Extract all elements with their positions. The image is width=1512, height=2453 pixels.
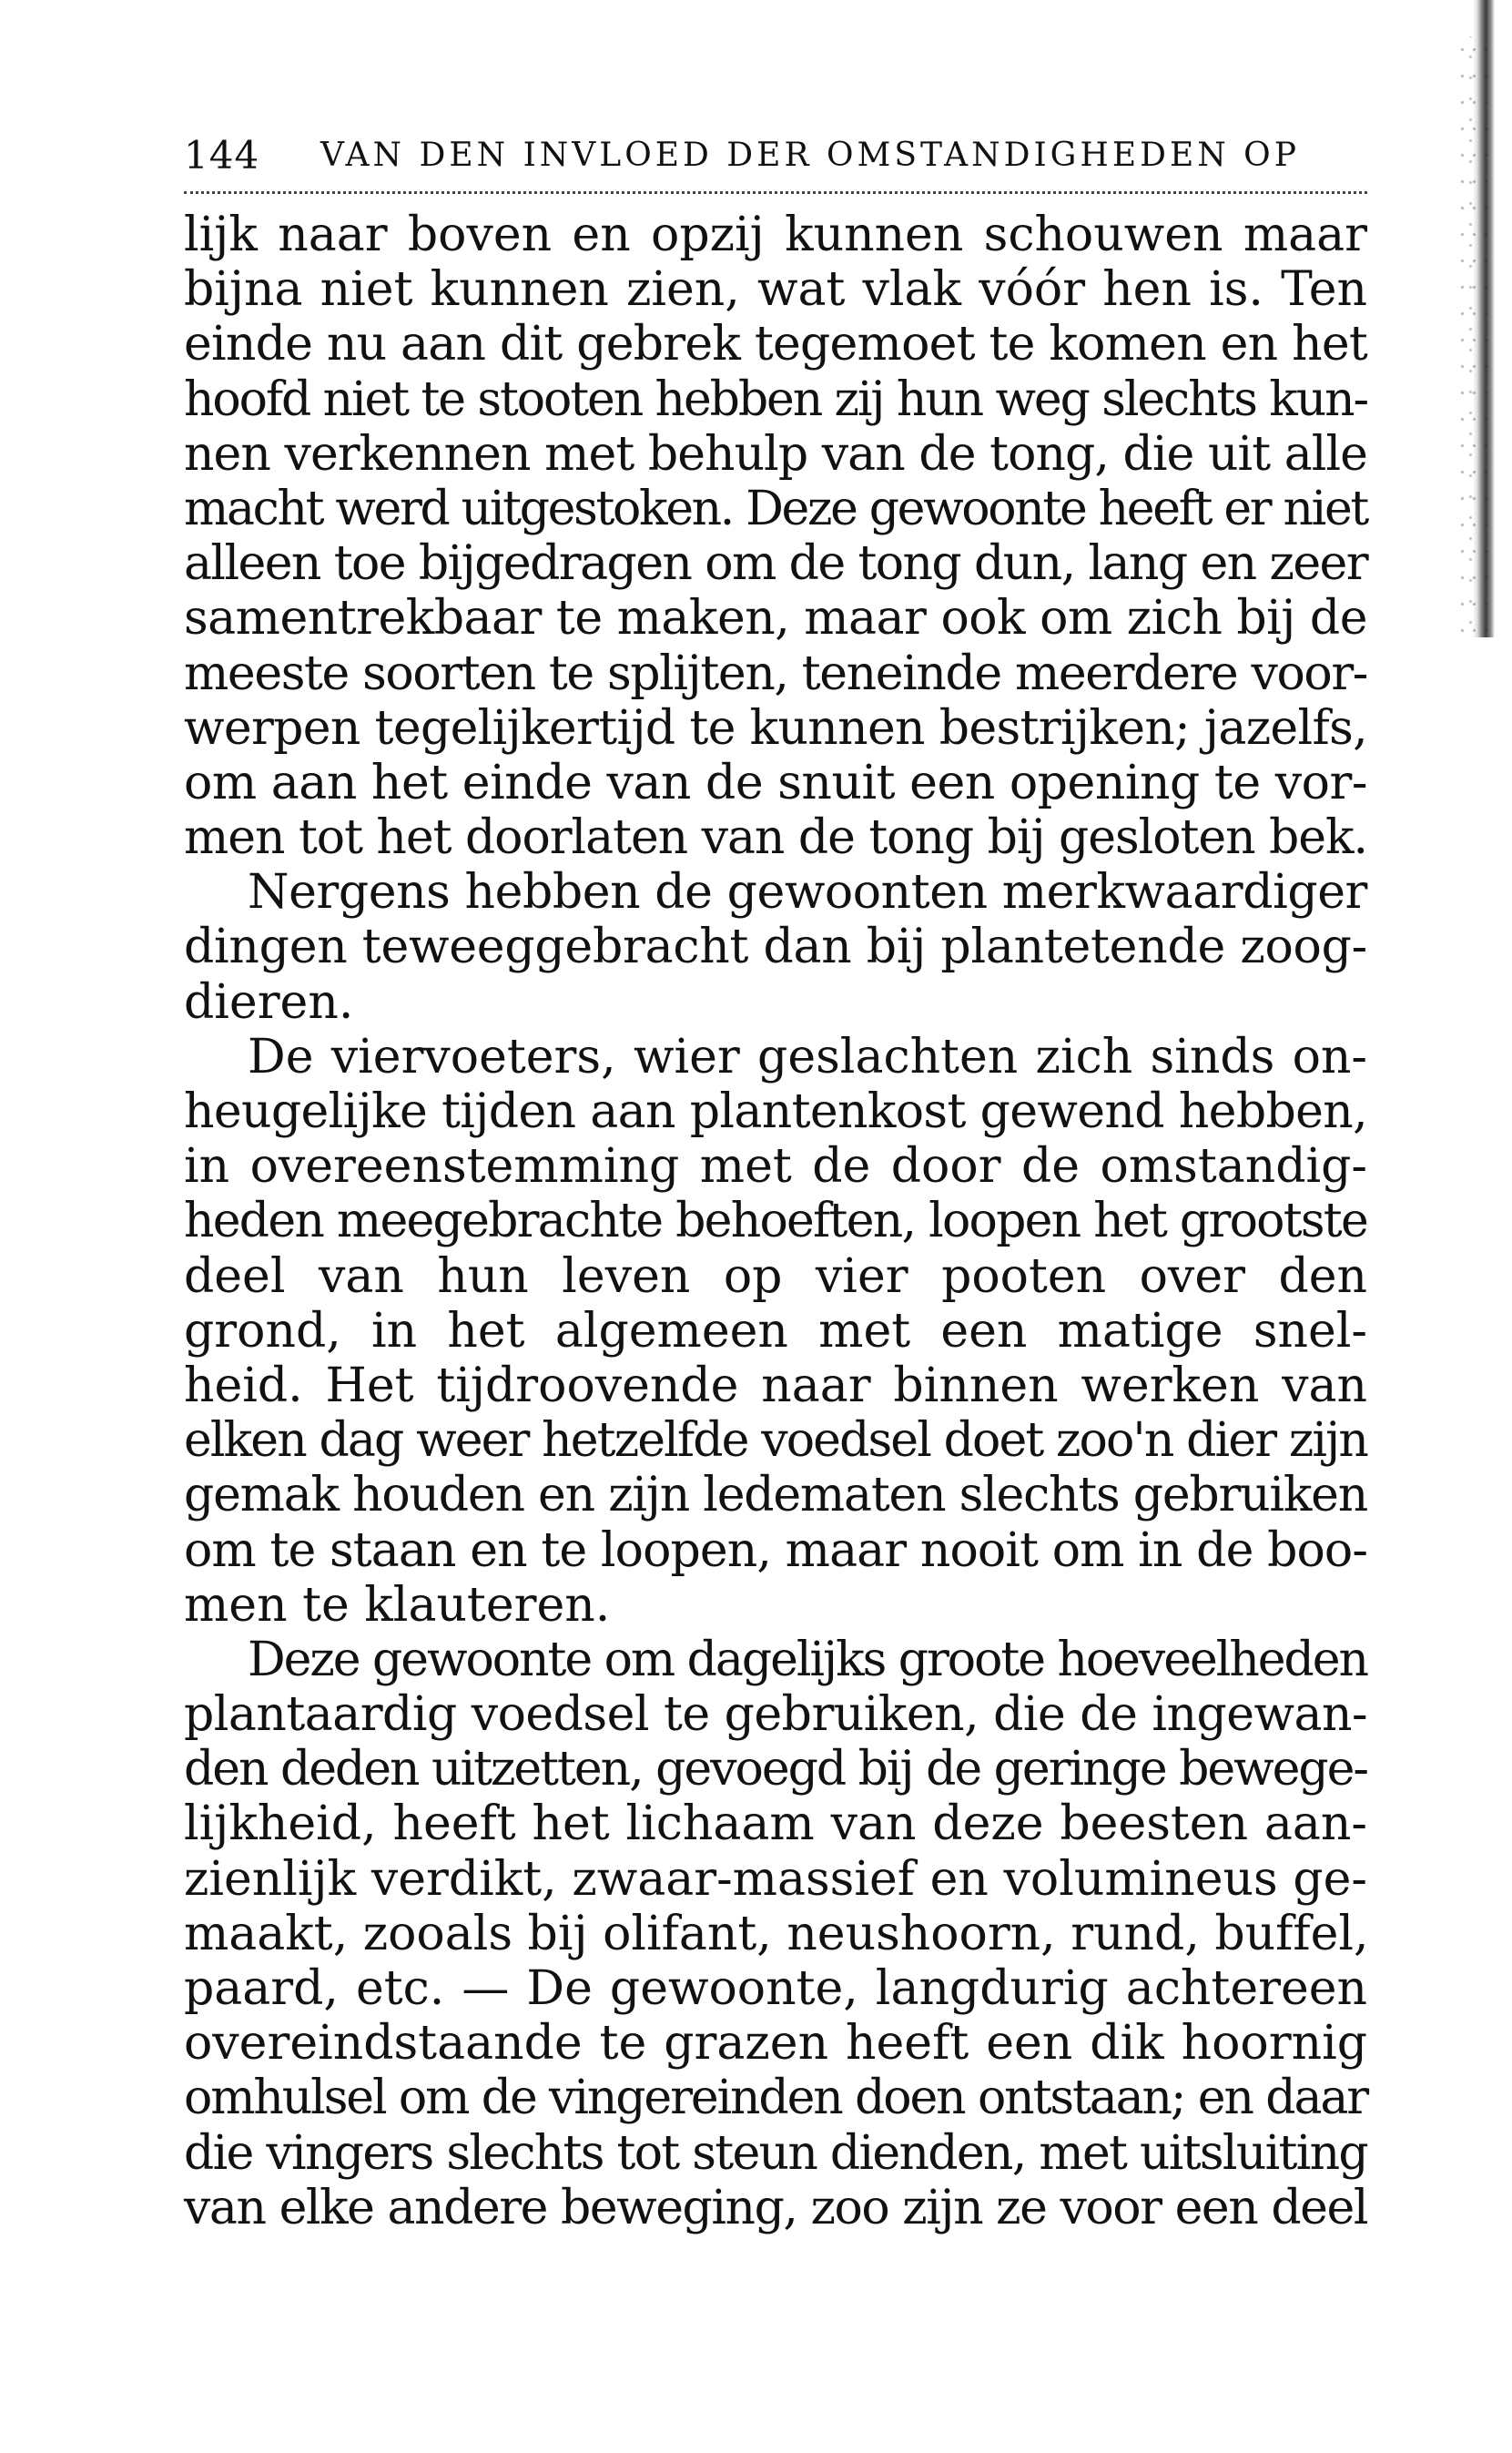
text-line: die vingers slechts tot steun dienden, met uitsluiting: [184, 2125, 1368, 2181]
text-line: Deze gewoonte om dagelijks groote hoeveelheden: [248, 1632, 1367, 1687]
text-line: lijk naar boven en opzij kunnen schouwen maar: [184, 208, 1367, 262]
text-line: overeindstaande te grazen heeft een dik hoornig: [184, 2016, 1367, 2071]
text-line: bijna niet kunnen zien, wat vlak vóór hen is. Ten: [184, 262, 1367, 318]
text-line: hoofd niet te stooten hebben zij hun weg slechts kun-: [184, 372, 1367, 427]
text-line: samentrekbaar te maken, maar ook om zich bij de: [184, 591, 1367, 646]
text-line: heden meegebrachte behoeften, loopen het grootste: [184, 1194, 1367, 1249]
text-line: dieren.: [184, 974, 354, 1030]
page-header: [184, 133, 1367, 194]
text-line: men te klauteren.: [184, 1577, 611, 1633]
text-line: Nergens hebben de gewoonten merkwaardiger: [248, 865, 1367, 921]
text-line: einde nu aan dit gebrek tegemoet te komen en het: [184, 317, 1367, 372]
text-line: omhulsel om de vingereinden doen ontstaan; en daar: [184, 2071, 1367, 2126]
text-line: De viervoeters, wier geslachten zich sinds on-: [248, 1029, 1367, 1084]
text-line: heid. Het tijdroovende naar binnen werken van: [184, 1358, 1367, 1413]
text-line: lijkheid, heeft het lichaam van deze beesten aan-: [184, 1796, 1367, 1852]
text-line: paard, etc. — De gewoonte, langdurig achtereen: [184, 1961, 1367, 2016]
text-line: dingen teweeggebracht dan bij plantetende zoog-: [184, 920, 1367, 975]
text-line: maakt, zooals bij olifant, neushoorn, rund, buffel,: [184, 1906, 1369, 1961]
text-line: alleen toe bijgedragen om de tong dun, lang en zeer: [184, 536, 1367, 592]
text-line: zienlijk verdikt, zwaar-massief en volumineus ge-: [184, 1851, 1367, 1907]
text-line: om te staan en te loopen, maar nooit om in de boo-: [184, 1522, 1367, 1578]
text-line: nen verkennen met behulp van de tong, die uit alle: [184, 426, 1367, 482]
text-line: om aan het einde van de snuit een opening te vor-: [184, 755, 1367, 810]
page-number: 144: [184, 133, 260, 178]
text-line: macht werd uitgestoken. Deze gewoonte heeft er niet: [184, 481, 1367, 536]
text-line: men tot het doorlaten van de tong bij gesloten bek.: [184, 810, 1367, 866]
scan-specks: [1456, 36, 1493, 637]
text-line: meeste soorten te splijten, teneinde meerdere voor-: [184, 646, 1367, 701]
body-text: [184, 208, 1367, 2235]
text-line: in overeenstemming met de door de omstandig-: [184, 1139, 1367, 1195]
text-line: elken dag weer hetzelfde voedsel doet zoo'n dier zijn: [184, 1413, 1367, 1469]
text-line: grond, in het algemeen met een matige snel-: [184, 1303, 1367, 1359]
text-line: den deden uitzetten, gevoegd bij de geringe bewege-: [184, 1742, 1367, 1797]
text-line: plantaardig voedsel te gebruiken, die de ingewan-: [184, 1687, 1368, 1743]
text-line: deel van hun leven op vier pooten over den: [184, 1248, 1367, 1304]
text-line: werpen tegelijkertijd te kunnen bestrijken; jazelfs,: [184, 700, 1367, 756]
running-head: VAN DEN INVLOED DER OMSTANDIGHEDEN OP: [320, 137, 1300, 174]
text-line: heugelijke tijden aan plantenkost gewend hebben,: [184, 1084, 1367, 1139]
text-line: gemak houden en zijn ledematen slechts gebruiken: [184, 1468, 1367, 1523]
text-line: van elke andere beweging, zoo zijn ze voor een deel: [184, 2180, 1367, 2235]
